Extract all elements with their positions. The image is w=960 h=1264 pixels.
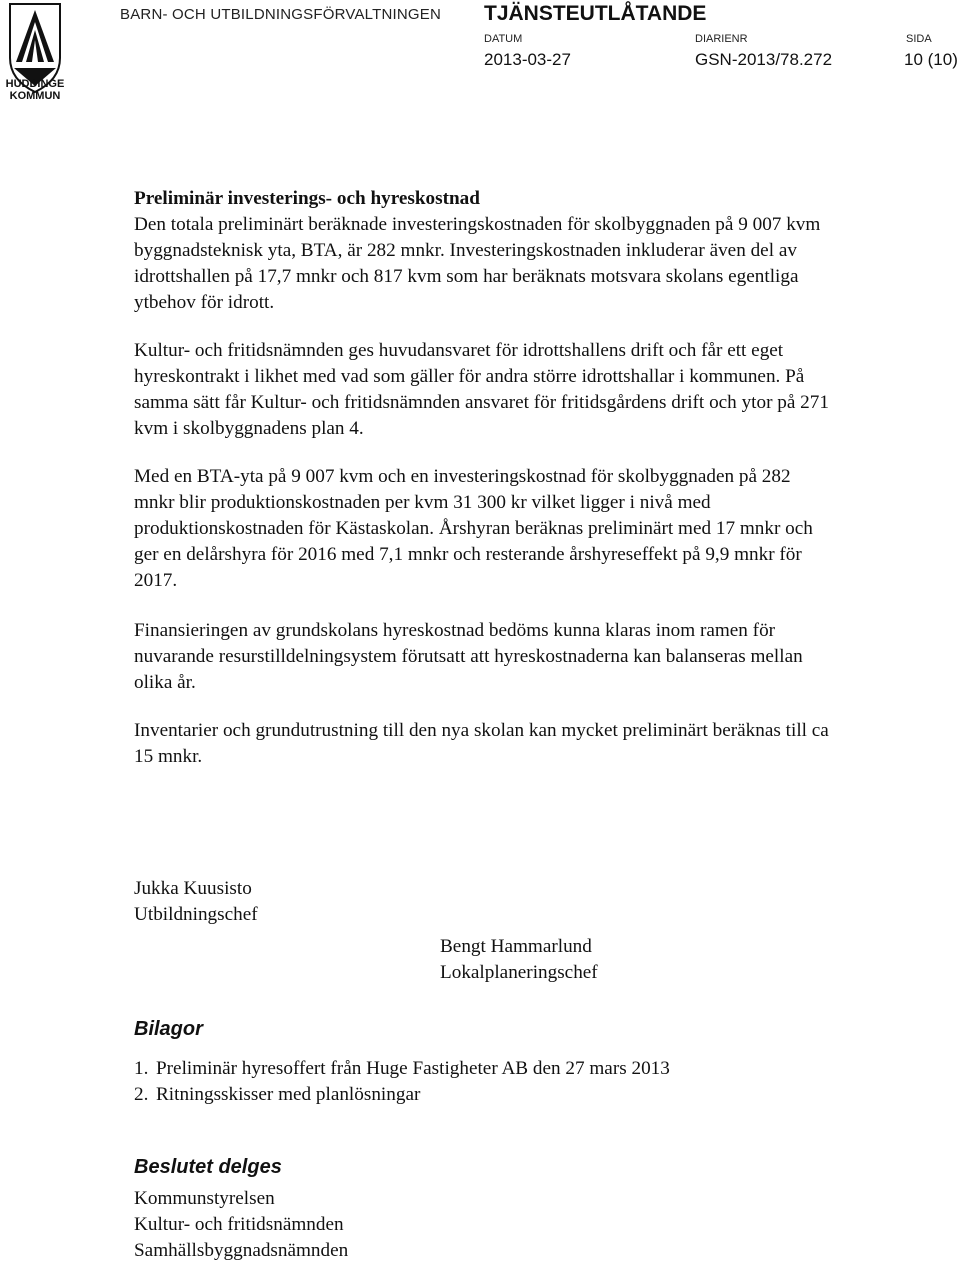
signatory-title: Lokalplaneringschef	[440, 962, 598, 983]
attachments-heading: Bilagor	[134, 1018, 203, 1040]
document-type: TJÄNSTEUTLÅTANDE	[484, 2, 707, 25]
recipient: Kultur- och fritidsnämnden	[134, 1214, 344, 1235]
recipient: Kommunstyrelsen	[134, 1188, 275, 1209]
paragraph-investment	[134, 186, 834, 316]
paragraph-sports-hall: Kultur- och fritidsnämnden ges huvudansvaret för idrottshallens drift och får ett eget hyreskontrakt i likhet med vad som gäller för andra större idrottshallar i kommunen. På samma sätt får Kultur- och fritidsnämnden ansvaret för fritidsgårdens drift och ytor på 271 kvm i skolbyggnadens plan 4.	[134, 340, 829, 439]
paragraph-financing: Finansieringen av grundskolans hyreskostnad bedöms kunna klaras inom ramen för nuvarande resurstilldelningsystem förutsatt att hyreskostnaderna kan balanseras mellan olika år.	[134, 620, 803, 693]
paragraph-text: Den totala preliminärt beräknade investeringskostnaden för skolbyggnaden på 9 007 kvm byggnadsteknisk yta, BTA, är 282 mnkr. Investeringskostnaden inkluderar även del av idrottshallen på 17,7 mnkr och 817 kvm som har beräknats motsvara skolans egentliga ytbehov för idrott.	[134, 214, 821, 313]
sida-label: SIDA	[906, 33, 932, 45]
organization-name: BARN- OCH UTBILDNINGSFÖRVALTNINGEN	[120, 6, 442, 23]
diarienr-value: GSN-2013/78.272	[695, 50, 833, 69]
recipient: Samhällsbyggnadsnämnden	[134, 1240, 349, 1261]
signatory-name: Jukka Kuusisto	[134, 878, 252, 899]
signature-block-2	[440, 934, 598, 986]
diarienr-label: DIARIENR	[695, 33, 748, 45]
logo-text-line-1: HUDDINGE	[5, 78, 65, 90]
logo-wordmark	[0, 78, 70, 102]
list-number: 1.	[134, 1058, 149, 1079]
paragraph-equipment: Inventarier och grundutrustning till den nya skolan kan mycket preliminärt beräknas till ca 15 mnkr.	[134, 720, 829, 767]
list-text: Ritningsskisser med planlösningar	[156, 1084, 421, 1105]
list-item	[134, 1082, 694, 1108]
attachments-list	[134, 1056, 694, 1108]
signature-block-1	[134, 876, 258, 928]
datum-value: 2013-03-27	[484, 50, 571, 69]
signatory-title: Utbildningschef	[134, 904, 258, 925]
distribution-heading: Beslutet delges	[134, 1156, 282, 1178]
distribution-list	[134, 1186, 348, 1264]
sida-value: 10 (10)	[904, 50, 958, 69]
datum-label: DATUM	[484, 33, 523, 45]
list-number: 2.	[134, 1084, 149, 1105]
list-item	[134, 1056, 694, 1082]
logo-text-line-2: KOMMUN	[9, 90, 61, 102]
signatory-name: Bengt Hammarlund	[440, 936, 592, 957]
section-heading: Preliminär investerings- och hyreskostnad	[134, 188, 480, 209]
list-text: Preliminär hyresoffert från Huge Fastigheter AB den 27 mars 2013	[156, 1058, 670, 1079]
paragraph-bta-cost: Med en BTA-yta på 9 007 kvm och en investeringskostnad för skolbyggnaden på 282 mnkr blir produktionskostnaden per kvm 31 300 kr vilket ligger i nivå med produktionskostnaden för Kästaskolan. Årshyran beräknas preliminärt med 17 mnkr och ger en delårshyra för 2016 med 7,1 mnkr och resterande årshyreseffekt på 9,9 mnkr för 2017.	[134, 466, 813, 591]
